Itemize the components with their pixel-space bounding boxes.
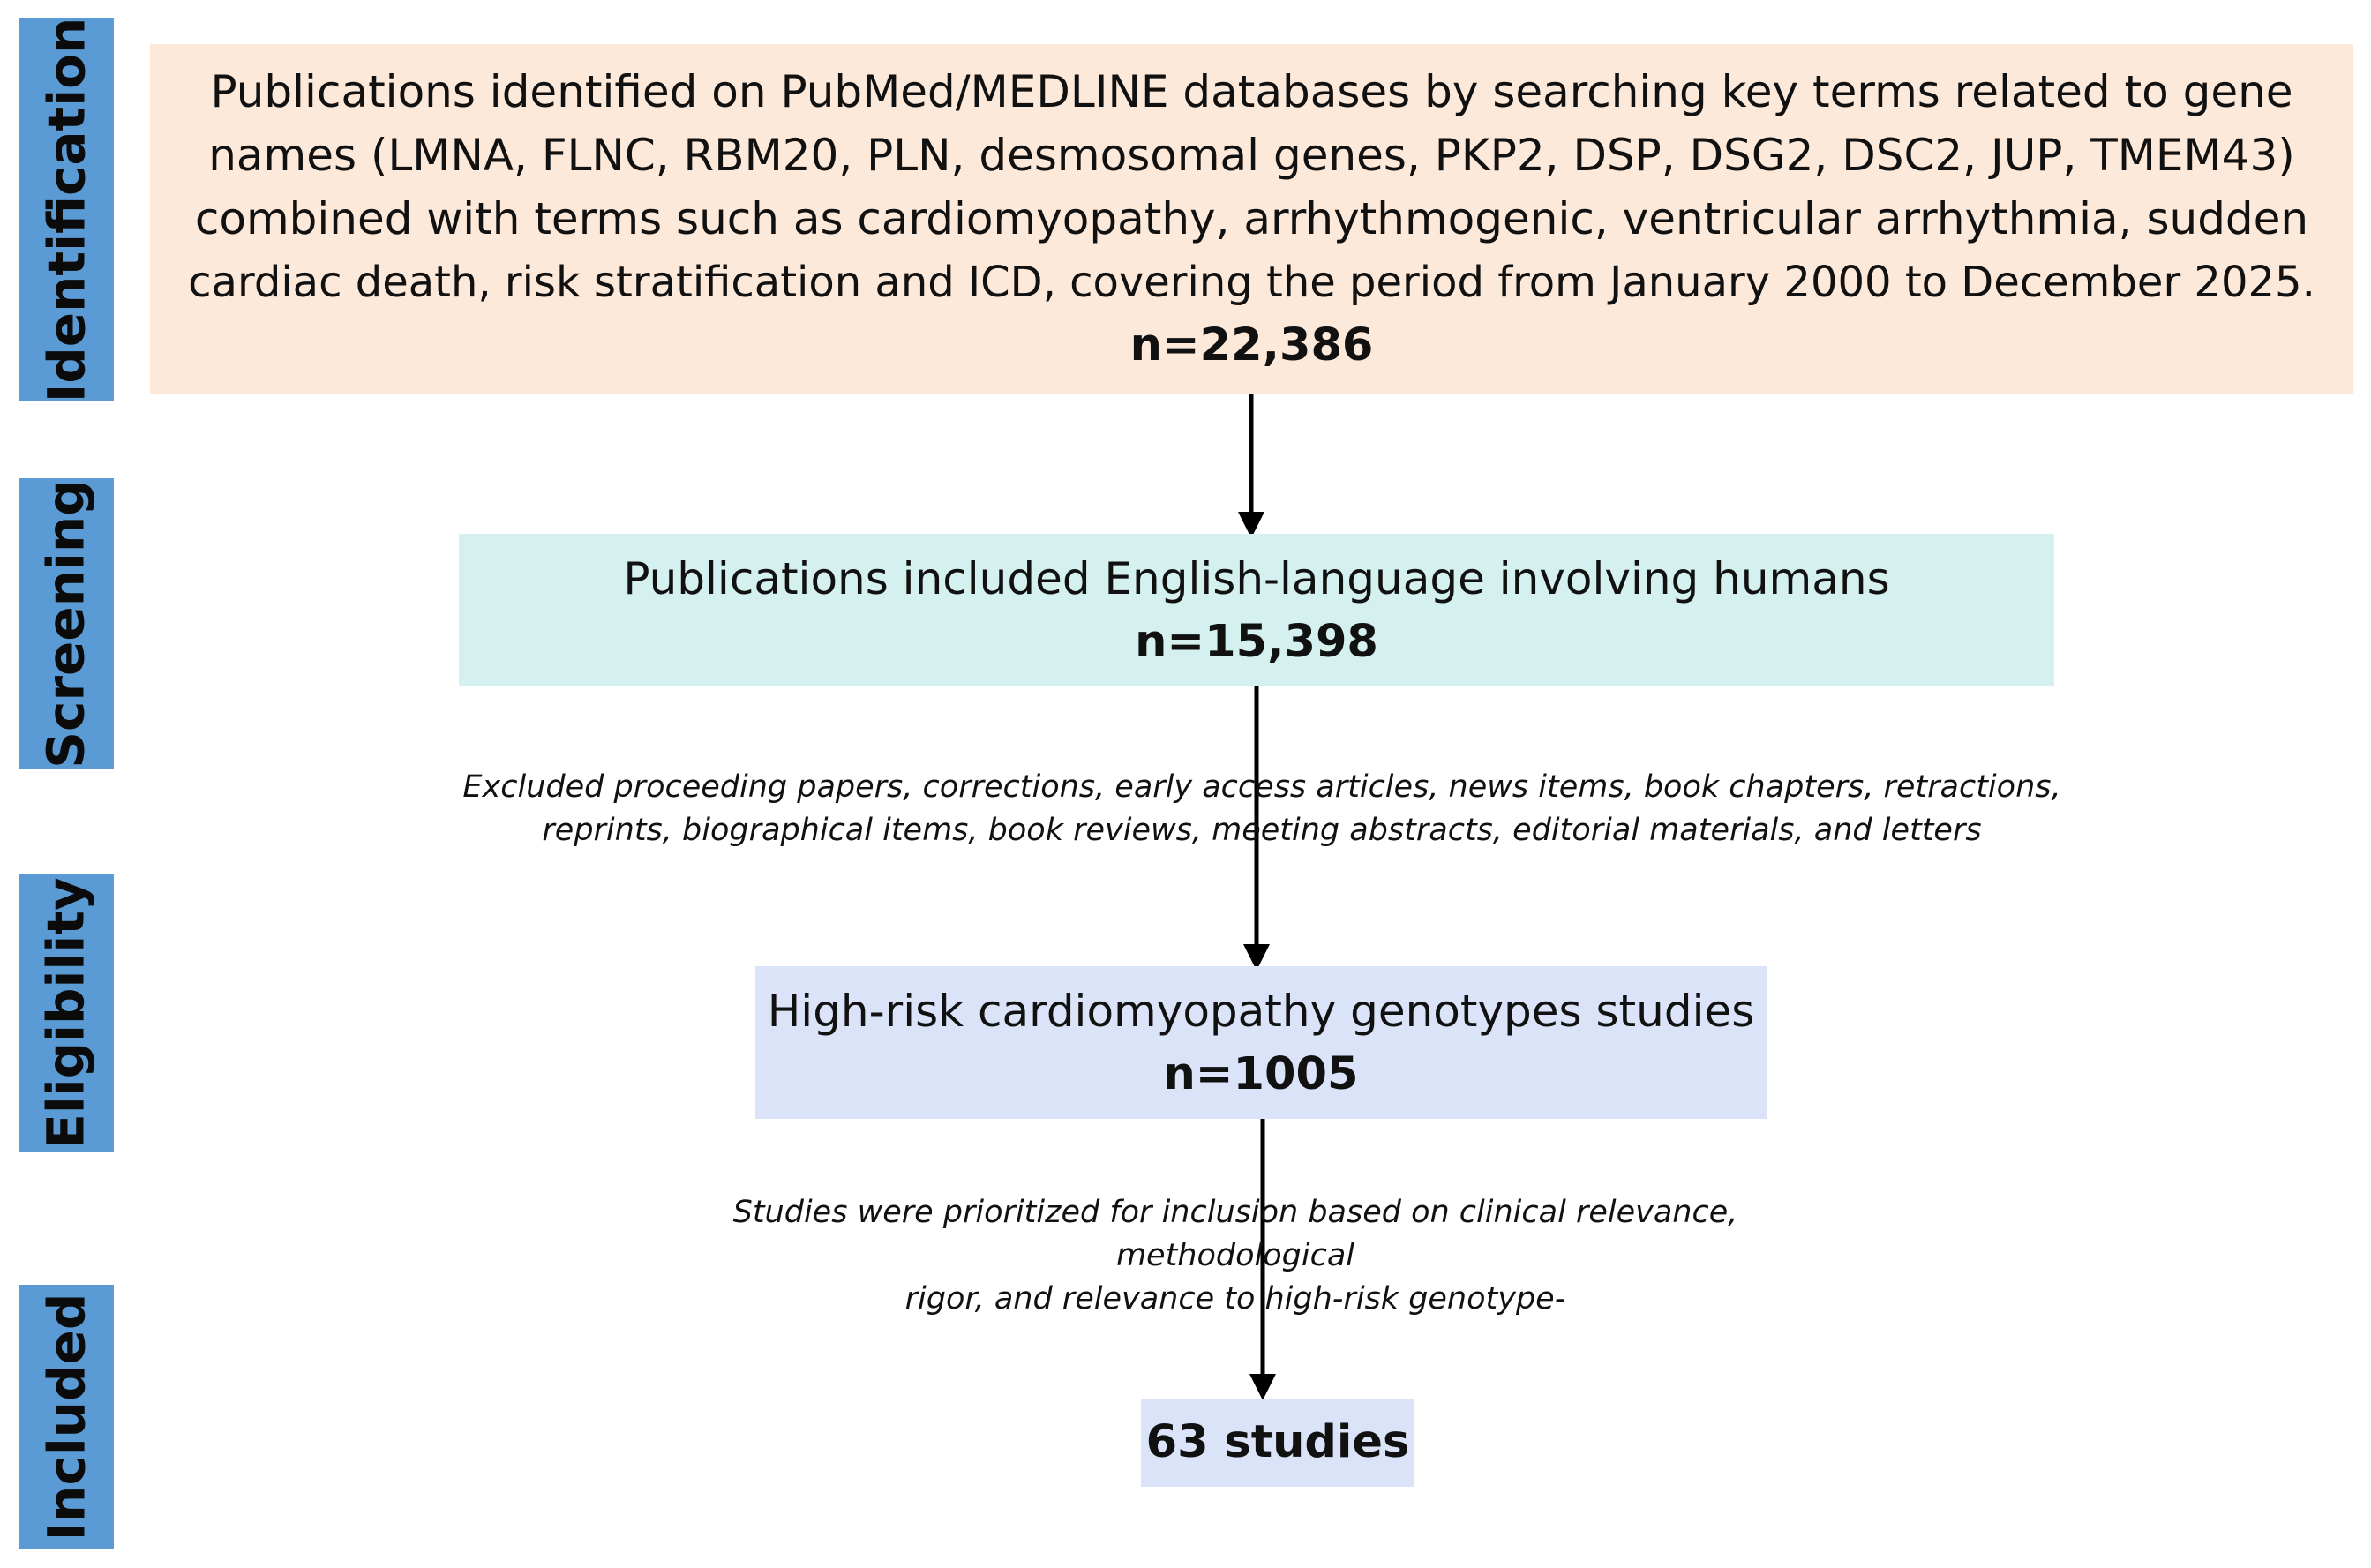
included-box (1141, 1399, 1414, 1487)
identification-count: n=22,386 (1129, 319, 1374, 371)
stage-label-eligibility-text: Eligibility (36, 876, 97, 1149)
exclusion-note-line-2: reprints, biographical items, book reviews, meeting abstracts, editorial materials, and letters (542, 813, 1982, 848)
stage-label-screening-text: Screening (36, 479, 97, 769)
screening-count: n=15,398 (1135, 615, 1378, 668)
eligibility-text: High-risk cardiomyopathy genotypes studies (767, 985, 1755, 1037)
screening-box (459, 534, 2054, 686)
identification-line-2: names (LMNA, FLNC, RBM20, PLN, desmosomal genes, PKP2, DSP, DSG2, DSC2, JUP, TMEM43) (208, 130, 2295, 181)
prioritization-note-line-1: Studies were prioritized for inclusion based on clinical relevance, methodological (732, 1195, 1738, 1273)
prioritization-note-line-2: rigor, and relevance to high-risk genotype- (904, 1281, 1566, 1317)
stage-label-included-text: Included (36, 1293, 97, 1542)
stage-label-identification-text: Identification (36, 17, 96, 402)
identification-line-1: Publications identified on PubMed/MEDLINE databases by searching key terms related to gene (210, 66, 2293, 117)
exclusion-note-line-1: Excluded proceeding papers, corrections, early access articles, news items, book chapters, retractions, (462, 769, 2061, 805)
eligibility-box (755, 966, 1767, 1119)
eligibility-count: n=1005 (1163, 1047, 1359, 1100)
included-count: 63 studies (1145, 1416, 1410, 1468)
identification-line-4: cardiac death, risk stratification and ICD, covering the period from January 2000 to December 2025. (188, 258, 2315, 307)
screening-text: Publications included English-language involving humans (623, 552, 1890, 604)
identification-line-3: combined with terms such as cardiomyopathy, arrhythmogenic, ventricular arrhythmia, sudden (194, 193, 2309, 244)
prioritization-note (618, 1191, 1853, 1321)
identification-box (150, 44, 2353, 394)
exclusion-note (371, 766, 2153, 852)
